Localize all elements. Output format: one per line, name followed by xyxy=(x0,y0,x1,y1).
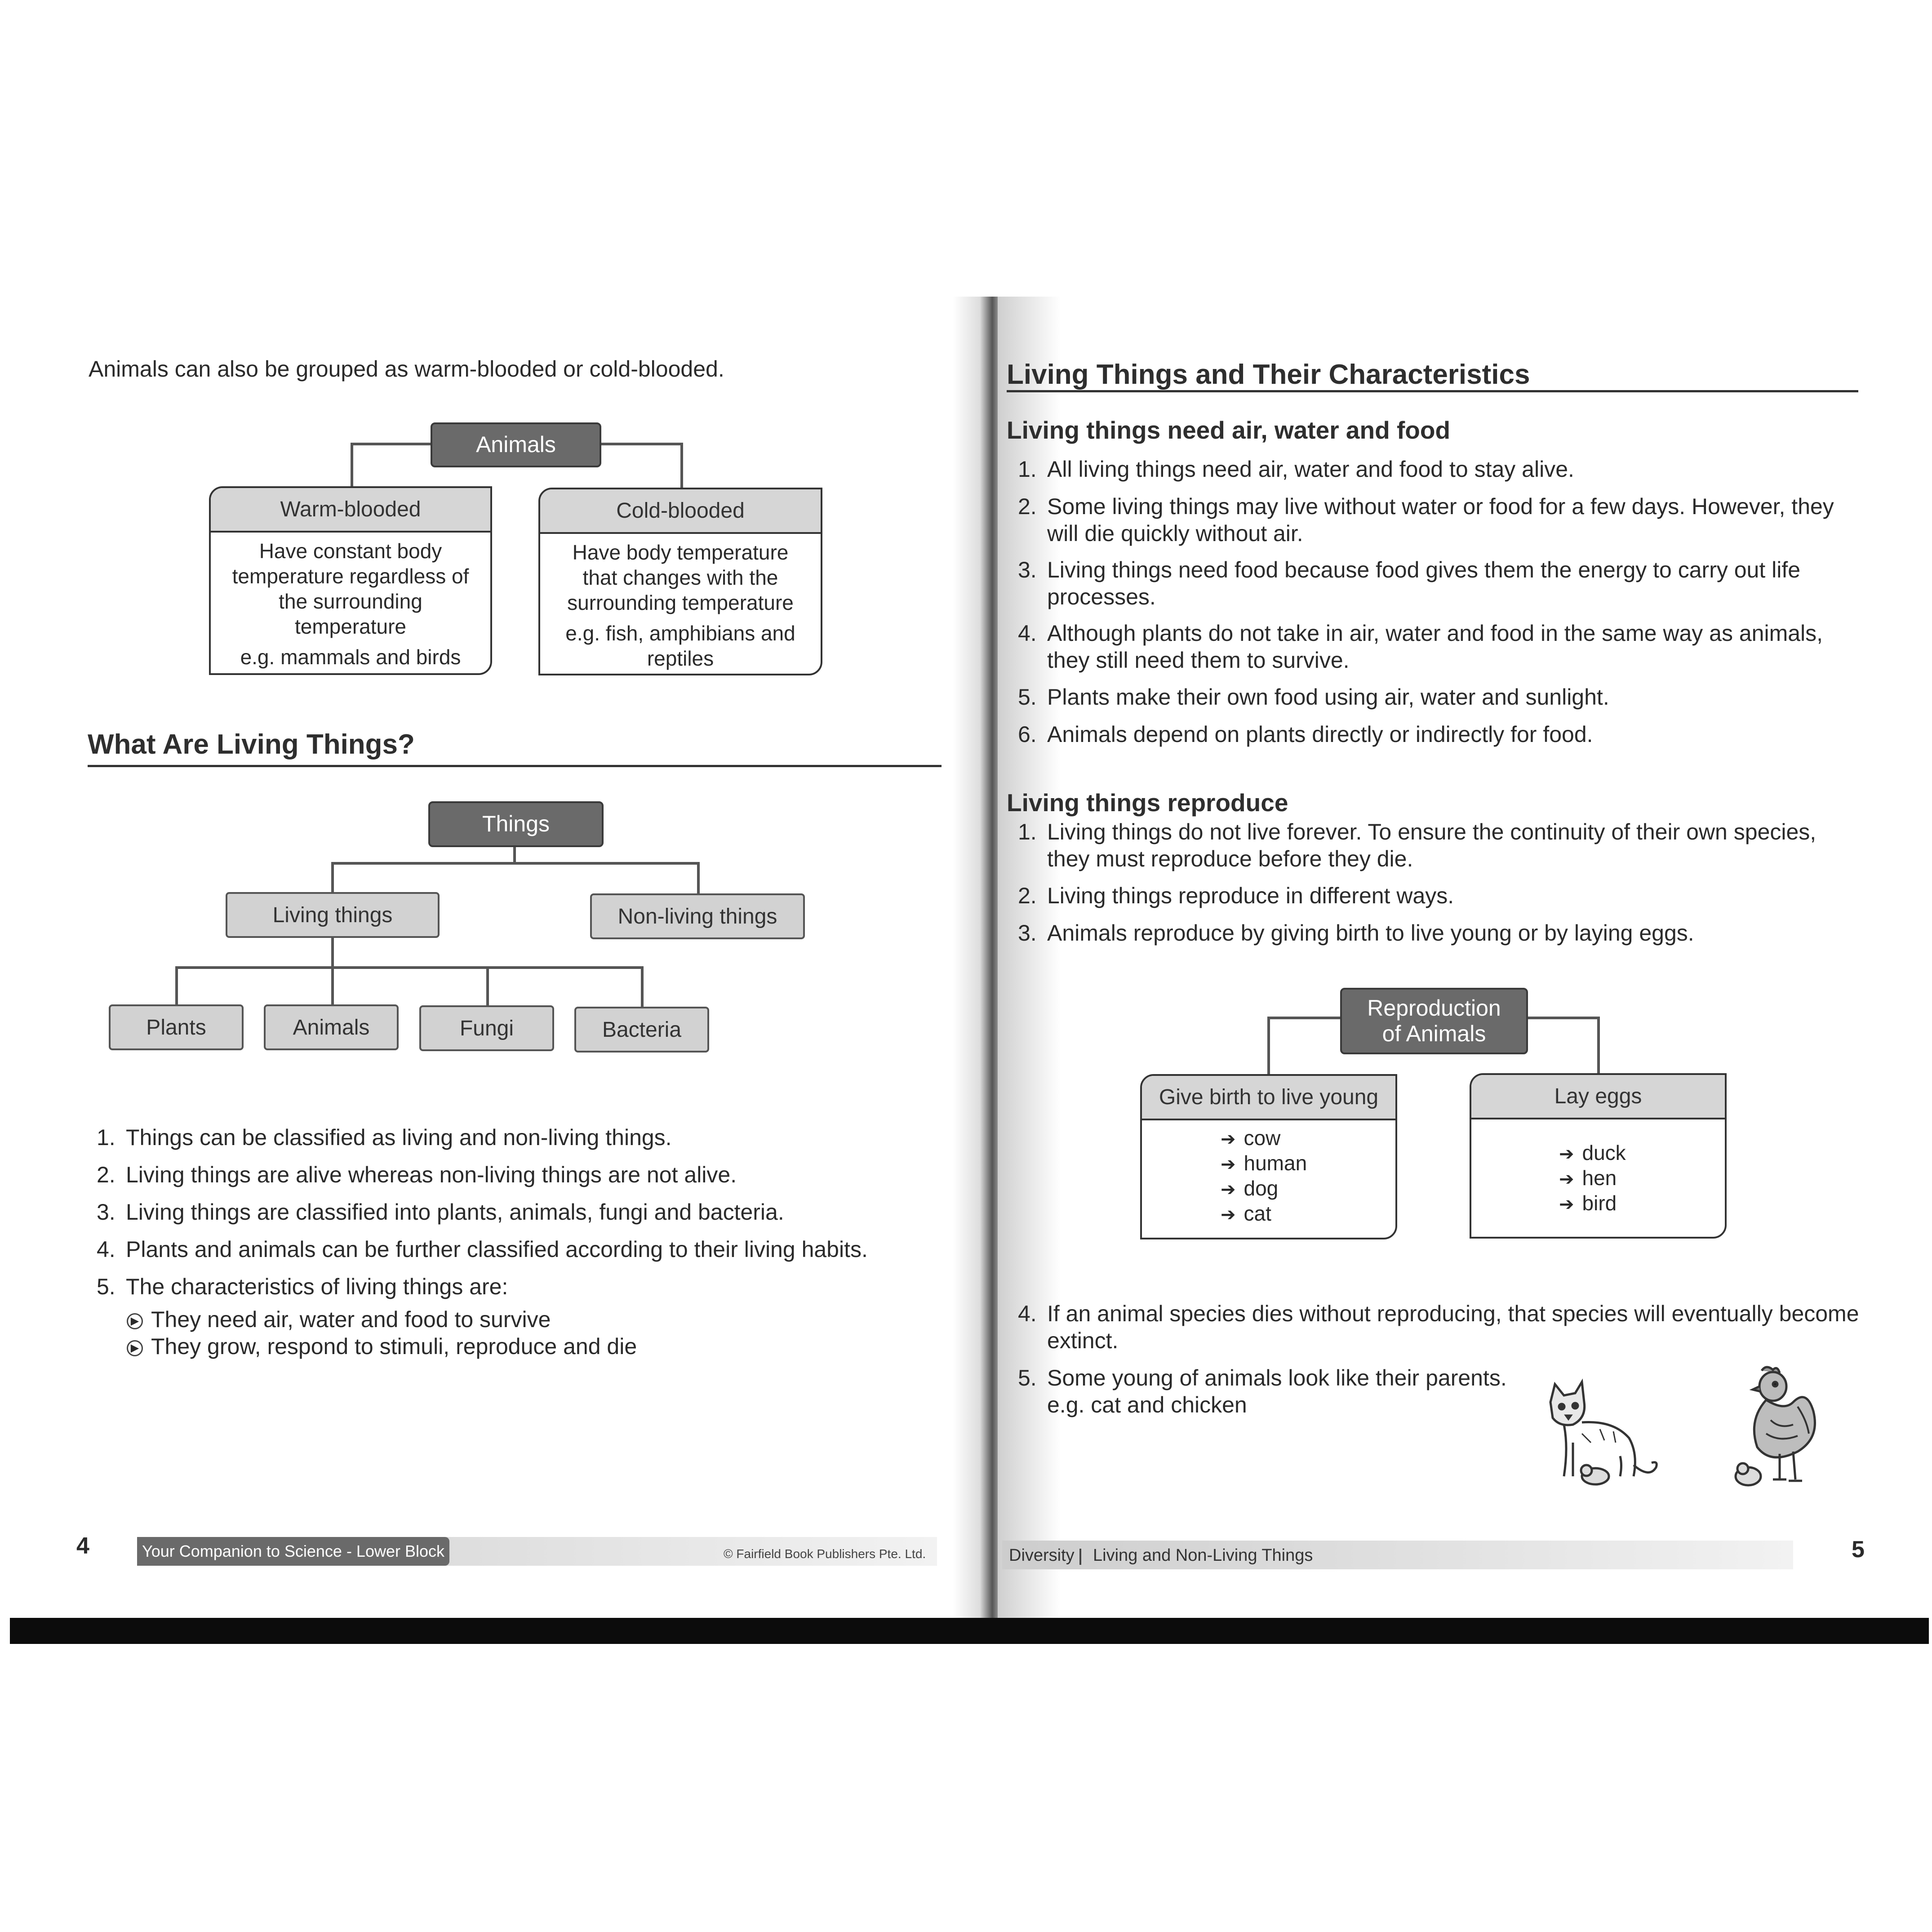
connector xyxy=(331,937,334,968)
list-number: 3. xyxy=(1018,920,1037,946)
copyright: © Fairfield Book Publishers Pte. Ltd. xyxy=(724,1547,926,1561)
list-number: 1. xyxy=(1018,819,1037,844)
section-title-characteristics: Living Things and Their Characteristics xyxy=(1007,359,1530,390)
footer-divider xyxy=(1079,1549,1081,1565)
footer-topic: Living and Non-Living Things xyxy=(1093,1546,1313,1565)
cold-example: e.g. fish, amphibians and xyxy=(565,622,795,645)
things-root-label: Things xyxy=(482,811,550,837)
fungi-label: Fungi xyxy=(459,1016,514,1040)
warm-blooded-desc xyxy=(211,538,490,670)
list-number: 4. xyxy=(1018,621,1037,646)
chicken-illustration xyxy=(1730,1362,1829,1492)
desc-line: that changes with the xyxy=(582,566,778,590)
reproduction-root-box xyxy=(1340,988,1528,1054)
cold-example: reptiles xyxy=(647,647,714,671)
bacteria-box xyxy=(574,1007,709,1053)
page-number-left: 4 xyxy=(76,1533,89,1559)
list-number: 3. xyxy=(1018,557,1037,582)
list-text: The characteristics of living things are: xyxy=(126,1274,508,1299)
list-text: Living things need food because food gives them the energy to carry out life xyxy=(1047,557,1801,582)
list-text: processes. xyxy=(1047,584,1156,609)
connector xyxy=(641,966,644,1007)
bullet-item: ▶ They grow, respond to stimuli, reproduce and die xyxy=(127,1332,637,1361)
list-text: they must reproduce before they die. xyxy=(1047,846,1413,871)
connector xyxy=(1597,1017,1600,1075)
eggs-list xyxy=(1559,1140,1626,1216)
book-spine-shadow xyxy=(953,297,1002,1622)
subheading-needs: Living things need air, water and food xyxy=(1007,416,1451,444)
eggs-card xyxy=(1470,1073,1727,1239)
animal-item: ➔ cow xyxy=(1221,1125,1307,1150)
animal-item: ➔ human xyxy=(1221,1150,1307,1176)
intro-text: Animals can also be grouped as warm-blooded or cold-blooded. xyxy=(89,356,724,382)
list-number: 2. xyxy=(1018,494,1037,519)
list-number: 5. xyxy=(1018,1365,1037,1390)
birth-list xyxy=(1221,1125,1307,1226)
list-number: 4. xyxy=(97,1237,115,1262)
connector xyxy=(697,862,700,893)
list-text: Things can be classified as living and non-living things. xyxy=(126,1125,672,1150)
cat-illustration xyxy=(1537,1375,1663,1492)
animals-label: Animals xyxy=(293,1015,370,1039)
connector xyxy=(486,966,489,1007)
plants-box xyxy=(109,1004,244,1050)
section-rule xyxy=(1007,390,1858,392)
list-number: 1. xyxy=(97,1125,115,1150)
list-number: 1. xyxy=(1018,457,1037,482)
animals-box xyxy=(264,1004,399,1050)
footer-title: Your Companion to Science - Lower Block xyxy=(142,1542,445,1560)
list-number: 6. xyxy=(1018,722,1037,747)
plants-label: Plants xyxy=(146,1015,206,1039)
list-text: Animals depend on plants directly or indirectly for food. xyxy=(1047,722,1593,747)
list-text: Some living things may live without water or food for a few days. However, they xyxy=(1047,494,1834,519)
list-text: If an animal species dies without reproducing, that species will eventually become xyxy=(1047,1301,1859,1326)
eggs-title-label: Lay eggs xyxy=(1554,1084,1642,1108)
animal-item: ➔ hen xyxy=(1559,1165,1626,1190)
footer-section: Diversity xyxy=(1009,1546,1075,1565)
subheading-reproduce: Living things reproduce xyxy=(1007,789,1288,817)
desc-line: Have constant body xyxy=(259,539,442,563)
list-text: Living things do not live forever. To ensure the continuity of their own species, xyxy=(1047,819,1817,844)
connector xyxy=(1267,1017,1270,1075)
list-number: 4. xyxy=(1018,1301,1037,1326)
cold-blooded-desc xyxy=(540,540,821,671)
non-living-things-box xyxy=(590,893,805,939)
animal-item: ➔ bird xyxy=(1559,1190,1626,1216)
animal-item: ➔ cat xyxy=(1221,1201,1307,1226)
scan-edge-band xyxy=(10,1618,1929,1644)
list-text: Living things reproduce in different ways. xyxy=(1047,883,1454,908)
connector xyxy=(175,966,178,1007)
section-rule xyxy=(88,765,942,767)
desc-line: Have body temperature xyxy=(572,541,789,564)
list-number: 5. xyxy=(1018,684,1037,710)
living-things-label: Living things xyxy=(272,903,393,927)
warm-blooded-label: Warm-blooded xyxy=(280,497,421,521)
connector xyxy=(680,443,683,488)
warm-example: e.g. mammals and birds xyxy=(240,645,461,669)
bacteria-label: Bacteria xyxy=(602,1017,682,1042)
list-number: 3. xyxy=(97,1199,115,1225)
warm-blooded-title xyxy=(211,488,490,533)
desc-line: temperature xyxy=(294,615,406,639)
non-living-things-label: Non-living things xyxy=(617,904,777,928)
page-number-right: 5 xyxy=(1852,1537,1865,1563)
list-number: 2. xyxy=(97,1162,115,1187)
list-number: 2. xyxy=(1018,883,1037,908)
connector xyxy=(351,443,353,488)
birth-card xyxy=(1140,1074,1397,1239)
cold-blooded-card xyxy=(538,488,822,675)
living-things-box xyxy=(226,892,440,938)
list-text: e.g. cat and chicken xyxy=(1047,1392,1247,1417)
reproduction-label: Reproduction xyxy=(1367,995,1501,1021)
animals-root-label: Animals xyxy=(476,432,556,457)
list-text: extinct. xyxy=(1047,1328,1119,1353)
connector xyxy=(175,966,643,969)
list-text: Living things are classified into plants, animals, fungi and bacteria. xyxy=(126,1199,784,1225)
eggs-title xyxy=(1471,1075,1725,1119)
animal-item: ➔ duck xyxy=(1559,1140,1626,1165)
list-text: Plants make their own food using air, water and sunlight. xyxy=(1047,684,1609,710)
list-text: Although plants do not take in air, water and food in the same way as animals, xyxy=(1047,621,1823,646)
list-text: will die quickly without air. xyxy=(1047,521,1303,546)
fungi-box xyxy=(419,1005,554,1051)
connector xyxy=(331,966,334,1007)
connector xyxy=(331,862,334,893)
section-title-living-things: What Are Living Things? xyxy=(88,729,415,760)
desc-line: the surrounding xyxy=(279,590,422,613)
animal-item: ➔ dog xyxy=(1221,1176,1307,1201)
list-text: Some young of animals look like their parents. xyxy=(1047,1365,1507,1390)
connector xyxy=(331,862,700,865)
birth-title-label: Give birth to live young xyxy=(1159,1085,1379,1109)
bullet-item: ▶ They need air, water and food to survive xyxy=(127,1306,551,1334)
footer-title-box xyxy=(137,1537,449,1566)
birth-title xyxy=(1142,1076,1395,1120)
list-number: 5. xyxy=(97,1274,115,1299)
list-text: Animals reproduce by giving birth to live young or by laying eggs. xyxy=(1047,920,1694,946)
list-text: Plants and animals can be further classified according to their living habits. xyxy=(126,1237,868,1262)
list-text: Living things are alive whereas non-living things are not alive. xyxy=(126,1162,737,1187)
connector xyxy=(513,845,516,863)
cold-blooded-label: Cold-blooded xyxy=(616,499,745,523)
things-root-box xyxy=(428,801,604,847)
cold-blooded-title xyxy=(540,489,821,534)
reproduction-label: of Animals xyxy=(1382,1021,1486,1046)
desc-line: temperature regardless of xyxy=(232,564,469,588)
warm-blooded-card xyxy=(209,486,492,675)
desc-line: surrounding temperature xyxy=(567,591,794,615)
list-text: they still need them to survive. xyxy=(1047,648,1350,673)
animals-root-box xyxy=(431,422,601,467)
list-text: All living things need air, water and food to stay alive. xyxy=(1047,457,1574,482)
